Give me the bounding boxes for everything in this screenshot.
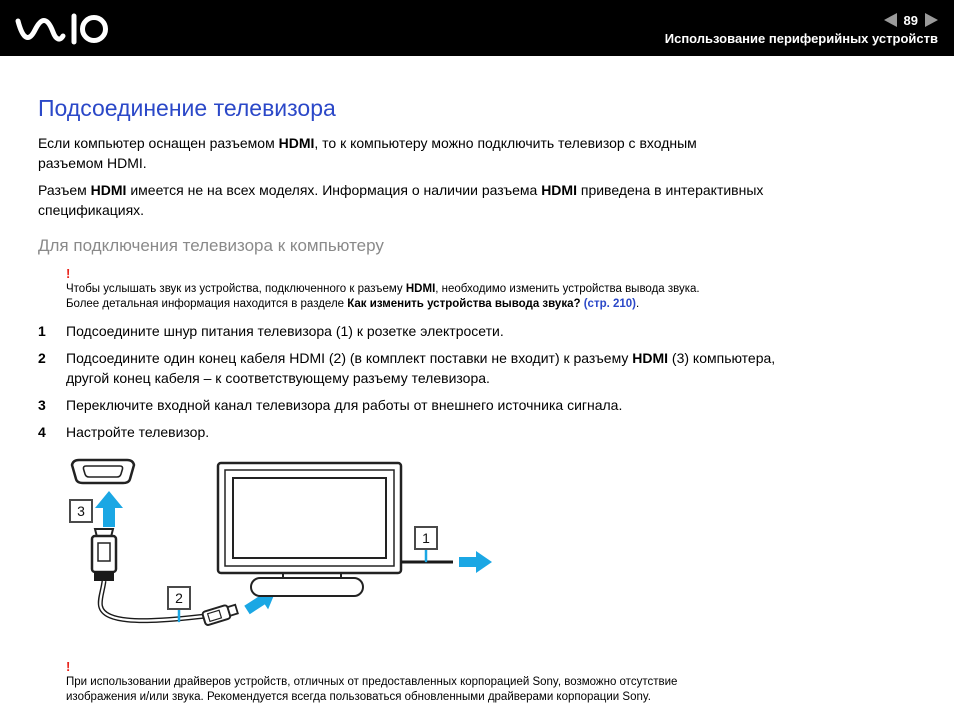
- intro-paragraph-2: [38, 180, 936, 220]
- step-list: [38, 321, 936, 442]
- text-line: Разъем HDMI имеется не на всех моделях. Информация о наличии разъема HDMI приведена в интерактивных: [38, 182, 764, 198]
- callout-1: [415, 527, 437, 549]
- warning-note-drivers: [66, 660, 936, 705]
- header-right: [665, 11, 938, 46]
- warning-note-audio: [66, 267, 936, 312]
- text-line: другой конец кабеля – к соответствующему разъему телевизора.: [66, 370, 490, 386]
- callout-1-label: 1: [422, 530, 430, 546]
- hdmi-plug-2-icon: [202, 602, 239, 625]
- page-content: [0, 95, 954, 705]
- intro-paragraph-1: [38, 133, 936, 173]
- step-1: [38, 321, 936, 341]
- step-number: 1: [38, 323, 46, 339]
- step-text: Настройте телевизор.: [66, 424, 210, 440]
- warning-icon: !: [66, 659, 71, 674]
- step-number: 3: [38, 397, 46, 413]
- callout-2-label: 2: [175, 590, 183, 606]
- plug-direction-arrow-icon: [95, 491, 123, 527]
- step-3: [38, 395, 936, 415]
- callout-3-label: 3: [77, 503, 85, 519]
- tv-icon: [218, 463, 401, 596]
- text-line: Чтобы услышать звук из устройства, подключенного к разъему HDMI, необходимо изменить устройства вывода звука.: [66, 283, 700, 295]
- prev-page-icon[interactable]: [884, 13, 897, 27]
- callout-3: [70, 500, 92, 522]
- step-2: [38, 348, 936, 388]
- text-line: Более детальная информация находится в разделе Как изменить устройства вывода звука? (стр. 210).: [66, 298, 640, 310]
- step-number: 4: [38, 424, 46, 440]
- step-text: [66, 348, 775, 388]
- next-page-icon[interactable]: [925, 13, 938, 27]
- step-text: Подсоедините шнур питания телевизора (1) к розетке электросети.: [66, 323, 504, 339]
- vaio-logo: [14, 8, 118, 48]
- step-4: [38, 422, 936, 442]
- connection-diagram-svg: [58, 450, 518, 645]
- text-line: изображения и/или звука. Рекомендуется всегда пользоваться обновленными драйверами корпорации Sony.: [66, 691, 651, 703]
- vaio-logo-icon: [14, 8, 118, 48]
- procedure-subheading: Для подключения телевизора к компьютеру: [38, 236, 384, 255]
- text-line: спецификациях.: [38, 202, 145, 218]
- text-line: При использовании драйверов устройств, отличных от предоставленных корпорацией Sony, возможно отсутствие: [66, 676, 678, 688]
- connection-diagram: [58, 450, 936, 650]
- page-title: Подсоединение телевизора: [38, 95, 336, 121]
- text-line: разъемом HDMI.: [38, 155, 147, 171]
- hdmi-port-icon: [72, 460, 134, 483]
- page-navigation: [884, 13, 938, 28]
- text-line: Если компьютер оснащен разъемом HDMI, то к компьютеру можно подключить телевизор с входным: [38, 135, 697, 151]
- text-line: Подсоедините один конец кабеля HDMI (2) (в комплект поставки не входит) к разъему HDMI (3) компьютера,: [66, 350, 776, 366]
- section-title: Использование периферийных устройств: [664, 30, 938, 46]
- hdmi-plug-icon: [92, 529, 116, 581]
- step-text: Переключите входной канал телевизора для работы от внешнего источника сигнала.: [66, 397, 623, 413]
- step-number: 2: [38, 350, 46, 366]
- header-bar: [0, 0, 954, 56]
- callout-2: [168, 587, 190, 609]
- power-direction-arrow-icon: [459, 551, 492, 573]
- warning-icon: !: [66, 266, 71, 281]
- page-link-210[interactable]: (стр. 210): [583, 298, 637, 310]
- page-number: 89: [903, 12, 918, 28]
